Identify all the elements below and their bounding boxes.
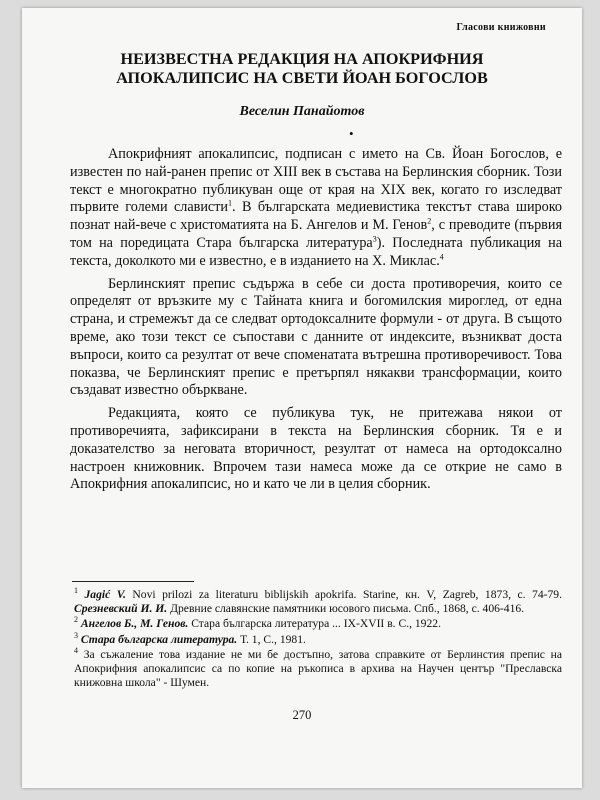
- running-header: Гласови книжовни: [456, 22, 546, 33]
- paragraph-2: Берлинският препис съдържа в себе си доста противоречия, които се определят от връзките му с Тайната книга и богомилския мироглед, от една страна, и стремежът да се следват ортодоксалните формули - от друга. В същото време, ако този текст се съпостави с данните от индексите, възникват доста въпроси, които са резултат от вече споменатата вътрешна противоречивост. Това показва, че Берлинският препис е претърпял някакви трансформации, които създават известно объркване.: [70, 275, 562, 399]
- footnote-ref-3[interactable]: 3: [372, 234, 377, 244]
- title-line-1: НЕИЗВЕСТНА РЕДАКЦИЯ НА АПОКРИФНИЯ: [120, 50, 484, 68]
- footnote-2: $^2$ Ангелов Б., М. Генов. Стара българска литература ... IX-XVII в. С., 1922.: [74, 615, 441, 631]
- page-number: 270: [292, 708, 312, 722]
- article-author: Веселин Панайотов: [239, 104, 365, 119]
- footnote-ref-1[interactable]: 1: [228, 198, 233, 208]
- footnotes: [72, 588, 562, 691]
- footnote-1: $^1$ Jagić V. Novi prilozi za literaturu biblijskih apokrifa. Starine, кн. V, Zagreb, 1873, с. 74-79. Срезневский И. И. Древние славянские памятники юсового письма. Спб., 1868, с. 406-416.: [74, 586, 563, 616]
- paragraph-1: Апокрифният апокалипсис, подписан с името на Св. Йоан Богослов, е известен по най-ранен препис от XIII век в състава на Берлинския сборник. Този текст е многократно публикуван още от края на XIX век, когато го изследват първите големи слависти$^1$. В българската медиевистика текстът става широко познат най-вече с христоматията на Б. Ангелов и М. Генов$^2$, с преводите (първия том на поредицата Стара българска литература$^3$). Последната публикация на текста, доколкото ми е известно, е в изданието на Х. Миклас.$^4$: [70, 146, 562, 269]
- footnote-ref-4[interactable]: 4: [439, 252, 444, 262]
- footnote-separator: [72, 581, 194, 582]
- ornament-dot: •: [349, 126, 354, 141]
- footnote-3: $^3$ Стара българска литература. Т. 1, С., 1981.: [74, 630, 306, 646]
- article-body: [70, 146, 562, 499]
- title-line-2: АПОКАЛИПСИС НА СВЕТИ ЙОАН БОГОСЛОВ: [116, 69, 488, 87]
- paragraph-3: Редакцията, която се публикува тук, не притежава някои от противоречията, зафиксирани в текста на Берлинския сборник. Тя е и доказателство за неговата вторичност, резултат от намеса на ортодоксално настроен книжовник. Впрочем тази намеса може да се открие не само в Апокрифния апокалипсис, но и като че ли в целия сборник.: [70, 405, 562, 493]
- footnote-4: $^4$ За съжаление това издание не ми бе достъпно, затова справките от Берлинстия препис на Апокрифния апокалипсис са по копие на ръкописа в архива на Научен център "Преславска книжовна школа" - Шумен.: [74, 645, 562, 690]
- document-page: [22, 8, 582, 788]
- footnote-ref-2[interactable]: 2: [427, 216, 432, 226]
- article-title: [22, 50, 582, 88]
